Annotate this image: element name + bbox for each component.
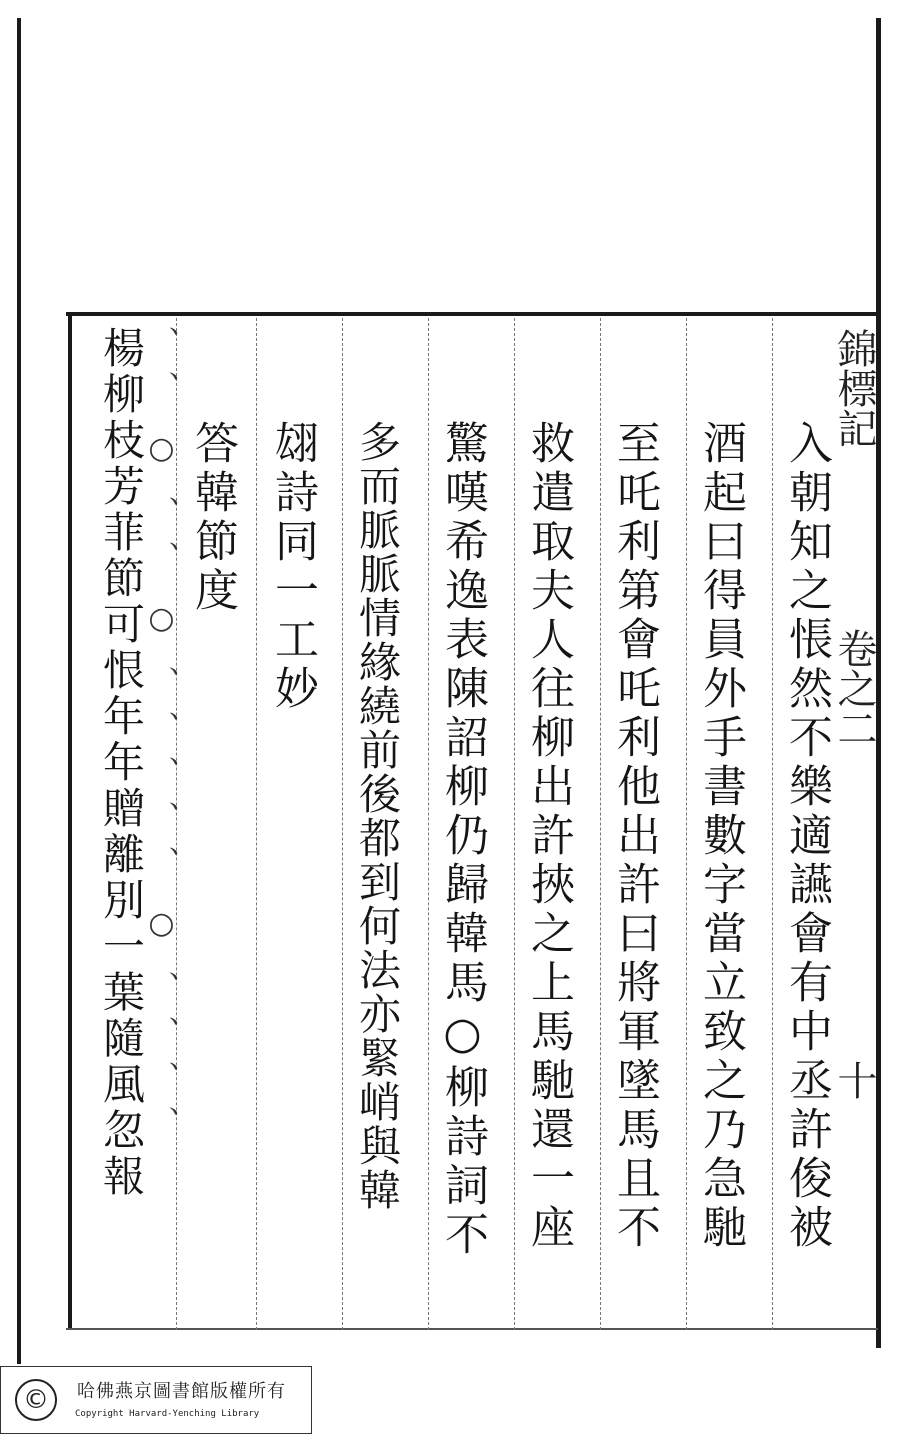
- text-column-9: 楊柳枝芳菲節可恨年年贈離別一葉隨風忽報: [97, 326, 146, 1200]
- copyright-stamp: [0, 1366, 312, 1434]
- text-column-6: 多而脈脈情緣繞前後都到何法亦緊峭與韓: [353, 420, 402, 1212]
- margin-volume-fragment: 卷之二: [831, 628, 877, 748]
- text-block-left-border: [68, 316, 72, 1330]
- column-rule: [342, 318, 344, 1330]
- library-copyright-english: Copyright Harvard-Yenching Library: [75, 1409, 260, 1419]
- column-rule: [686, 318, 688, 1330]
- margin-page-number: 十: [831, 1060, 877, 1100]
- text-column-5: 驚嘆希逸表陳詔柳仍歸韓馬○柳詩詞不: [437, 420, 488, 1260]
- text-column-7: 翃詩同一工妙: [267, 420, 318, 714]
- column-rule: [514, 318, 516, 1330]
- column-rule: [256, 318, 258, 1330]
- text-column-3: 至吒利第會吒利他出許曰將軍墜馬且不: [609, 420, 660, 1253]
- text-column-4: 救遣取夫人往柳出許挾之上馬馳還一座: [523, 420, 574, 1253]
- text-column-8: 答韓節度: [187, 420, 238, 616]
- text-block-bottom-border: [66, 1328, 878, 1330]
- column-rule: [772, 318, 774, 1330]
- column-rule: [428, 318, 430, 1330]
- text-block-top-border: [66, 312, 878, 316]
- left-page-edge: [17, 18, 21, 1364]
- library-name-chinese: 哈佛燕京圖書館版權所有: [77, 1381, 286, 1402]
- punctuation-marks-column: 、、○、、○、、、、、○、、、、: [144, 326, 179, 1166]
- copyright-icon: ©: [15, 1379, 57, 1421]
- column-rule: [600, 318, 602, 1330]
- margin-title-fragment: 錦標記: [831, 328, 877, 448]
- text-column-2: 酒起曰得員外手書數字當立致之乃急馳: [695, 420, 746, 1253]
- text-column-1: 入朝知之悵然不樂適讌會有中丞許俊被: [781, 420, 832, 1253]
